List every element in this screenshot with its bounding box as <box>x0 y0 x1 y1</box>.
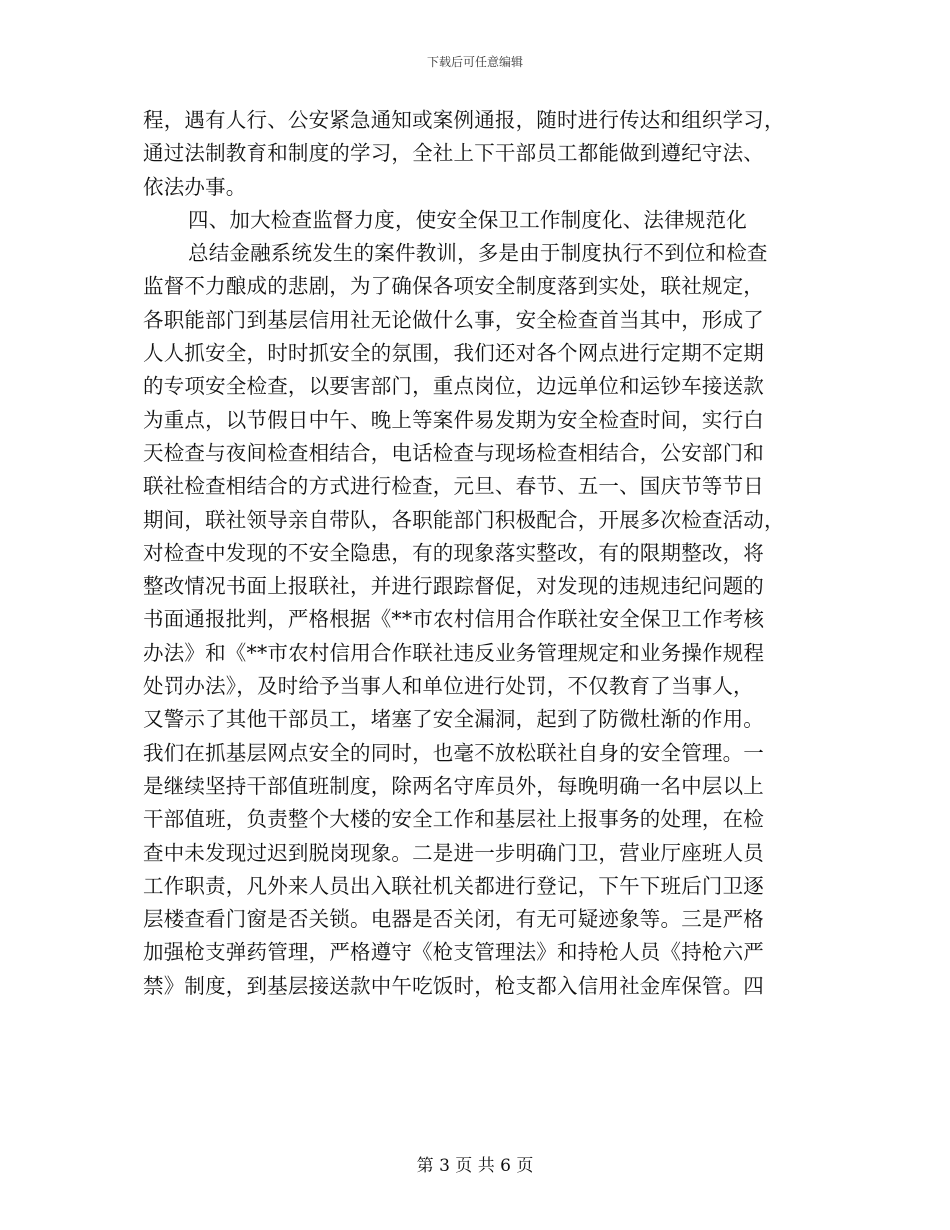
text-line: 整改情况书面上报联社，并进行跟踪督促，对发现的违规违纪问题的 <box>143 574 764 599</box>
text-line: 又警示了其他干部员工，堵塞了安全漏洞，起到了防微杜渐的作用。 <box>143 707 764 732</box>
text-line: 程，遇有人行、公安紧急通知或案例通报，随时进行传达和组织学习， <box>143 108 785 132</box>
text-line: 是继续坚持干部值班制度，除两名守库员外，每晚明确一名中层以上 <box>143 773 764 798</box>
text-line: 天检查与夜间检查相结合，电话检查与现场检查相结合，公安部门和 <box>143 440 764 465</box>
text-line: 通过法制教育和制度的学习，全社上下干部员工都能做到遵纪守法、 <box>143 141 764 166</box>
text-line: 处罚办法》，及时给予当事人和单位进行处罚，不仅教育了当事人， <box>143 674 754 699</box>
text-line: 层楼查看门窗是否关锁。电器是否关闭，有无可疑迹象等。三是严格 <box>143 907 764 932</box>
text-line: 对检查中发现的不安全隐患，有的现象落实整改，有的限期整改，将 <box>143 540 764 565</box>
text-line: 书面通报批判，严格根据《**市农村信用合作联社安全保卫工作考核 <box>143 607 765 632</box>
text-line: 为重点，以节假日中午、晚上等案件易发期为安全检查时间，实行白 <box>143 407 764 432</box>
text-line: 联社检查相结合的方式进行检查，元旦、春节、五一、国庆节等节日 <box>143 474 764 499</box>
text-line: 依法办事。 <box>143 174 247 199</box>
text-line: 查中未发现过迟到脱岗现象。二是进一步明确门卫，营业厅座班人员 <box>143 840 764 865</box>
text-line: 监督不力酿成的悲剧，为了确保各项安全制度落到实处，联社规定， <box>143 274 764 299</box>
text-line: 的专项安全检查，以要害部门，重点岗位，边远单位和运钞车接送款 <box>143 374 764 399</box>
text-line: 总结金融系统发生的案件教训，多是由于制度执行不到位和检查 <box>188 241 768 266</box>
text-line: 人人抓安全，时时抓安全的氛围，我们还对各个网点进行定期不定期 <box>143 341 764 366</box>
text-line: 办法》和《**市农村信用合作联社违反业务管理规定和业务操作规程 <box>143 640 765 665</box>
page-number: 第 3 页 共 6 页 <box>416 1156 534 1176</box>
text-line: 干部值班，负责整个大楼的安全工作和基层社上报事务的处理，在检 <box>143 807 764 832</box>
section-heading: 四、加大检查监督力度，使安全保卫工作制度化、法律规范化 <box>188 207 747 232</box>
text-line: 禁》制度，到基层接送款中午吃饭时，枪支都入信用社金库保管。四 <box>143 973 764 998</box>
text-line: 工作职责，凡外来人员出入联社机关都进行登记，下午下班后门卫逐 <box>143 873 764 898</box>
text-line: 期间，联社领导亲自带队，各职能部门积极配合，开展多次检查活动， <box>143 507 785 532</box>
text-line: 加强枪支弹药管理，严格遵守《枪支管理法》和持枪人员《持枪六严 <box>143 940 764 965</box>
text-line: 我们在抓基层网点安全的同时，也毫不放松联社自身的安全管理。一 <box>143 740 764 765</box>
body-text <box>143 104 815 1003</box>
text-line: 各职能部门到基层信用社无论做什么事，安全检查首当其中，形成了 <box>143 307 764 332</box>
page-header-note: 下载后可任意编辑 <box>426 55 523 69</box>
